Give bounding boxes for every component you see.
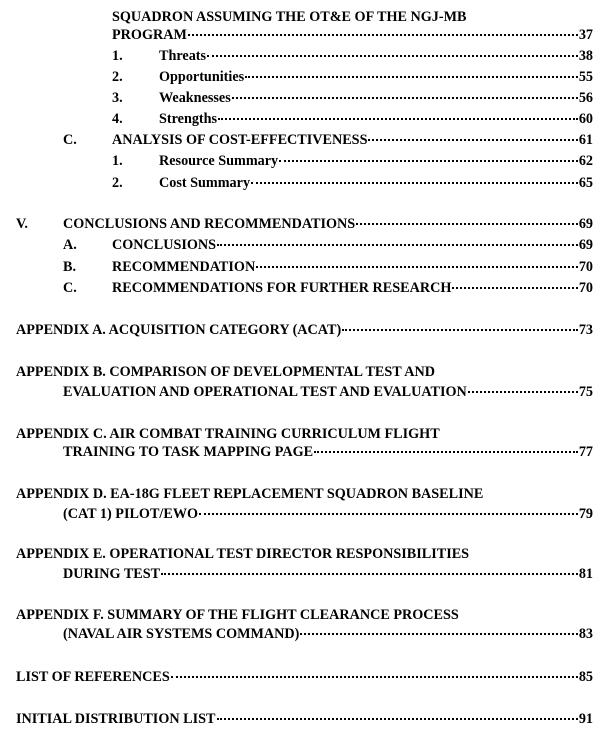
dot-leader [452, 286, 577, 289]
toc-entry-title: APPENDIX C. AIR COMBAT TRAINING CURRICULUM FLIGHT [16, 426, 440, 442]
toc-page-number: 38 [578, 48, 593, 64]
dot-leader [161, 572, 578, 575]
toc-entry-title: INITIAL DISTRIBUTION LIST [16, 711, 216, 727]
toc-page-number: 55 [578, 69, 593, 85]
toc-page-number: 81 [578, 566, 593, 582]
toc-entry[interactable] [112, 279, 593, 297]
toc-entry-title: Opportunities [159, 69, 245, 85]
dot-leader [314, 450, 578, 453]
toc-entry-title: (CAT 1) PILOT/EWO [63, 506, 199, 522]
toc-entry[interactable] [63, 383, 593, 401]
toc-entry-title: APPENDIX B. COMPARISON OF DEVELOPMENTAL TEST AND [16, 364, 435, 380]
toc-page-number: 61 [578, 132, 593, 148]
dot-leader [368, 138, 577, 141]
toc-entry-title: APPENDIX F. SUMMARY OF THE FLIGHT CLEARANCE PROCESS [16, 607, 459, 623]
toc-page-number: 65 [578, 175, 593, 191]
toc-entry-title: Cost Summary [159, 175, 251, 191]
dot-leader [279, 159, 578, 162]
dot-leader [356, 222, 578, 225]
toc-entry-title: CONCLUSIONS [112, 237, 217, 253]
toc-entry [16, 485, 483, 503]
toc-entry [16, 545, 469, 563]
toc-entry[interactable] [159, 152, 593, 170]
toc-entry-number: 4. [112, 111, 123, 127]
toc-entry-title: DURING TEST [63, 566, 161, 582]
toc-entry-number: V. [16, 216, 28, 232]
dot-leader [207, 54, 578, 57]
toc-entry-number: 1. [112, 48, 123, 64]
toc-entry-title: Strengths [159, 111, 218, 127]
toc-entry-number: C. [63, 132, 77, 148]
toc-entry-title: Threats [159, 48, 207, 64]
toc-entry-number: B. [63, 259, 77, 275]
toc-entry[interactable] [63, 505, 593, 523]
toc-entry-title: APPENDIX E. OPERATIONAL TEST DIRECTOR RESPONSIBILITIES [16, 546, 470, 562]
toc-page-number: 85 [578, 669, 593, 685]
dot-leader [251, 181, 578, 184]
toc-entry-title: APPENDIX D. EA-18G FLEET REPLACEMENT SQUADRON BASELINE [16, 486, 484, 502]
dot-leader [342, 328, 578, 331]
toc-entry[interactable] [63, 565, 593, 583]
toc-page-number: 37 [578, 27, 593, 43]
toc-entry-title: Weaknesses [159, 90, 231, 106]
toc-page-number: 62 [578, 153, 593, 169]
toc-entry-title: ANALYSIS OF COST-EFFECTIVENESS [112, 132, 368, 148]
toc-entry-title: SQUADRON ASSUMING THE OT&E OF THE NGJ-MB [112, 9, 467, 25]
dot-leader [171, 675, 578, 678]
dot-leader [217, 717, 578, 720]
dot-leader [199, 512, 578, 515]
toc-page-number: 83 [578, 626, 593, 642]
toc-entry-title: APPENDIX A. ACQUISITION CATEGORY (ACAT) [16, 322, 342, 338]
toc-entry[interactable] [159, 47, 593, 65]
toc-entry-number: A. [63, 237, 77, 253]
toc-page-number: 69 [578, 216, 593, 232]
toc-entry[interactable] [16, 321, 593, 339]
toc-page-number: 60 [578, 111, 593, 127]
dot-leader [217, 243, 578, 246]
toc-page-number: 75 [578, 384, 593, 400]
toc-entry-number: 3. [112, 90, 123, 106]
toc-entry-title: RECOMMENDATIONS FOR FURTHER RESEARCH [112, 280, 452, 296]
toc-entry[interactable] [16, 668, 593, 686]
toc-entry[interactable] [63, 215, 593, 233]
toc-entry[interactable] [16, 710, 593, 728]
toc-page-number: 73 [578, 322, 593, 338]
dot-leader [245, 75, 578, 78]
toc-page-number: 70 [578, 259, 593, 275]
dot-leader [256, 265, 578, 268]
toc-entry [112, 8, 466, 26]
toc-entry-title: PROGRAM [112, 27, 187, 43]
toc-entry [16, 363, 435, 381]
toc-page-number: 79 [578, 506, 593, 522]
toc-entry-number: 1. [112, 153, 123, 169]
dot-leader [188, 33, 578, 36]
toc-entry[interactable] [63, 443, 593, 461]
toc-entry-title: CONCLUSIONS AND RECOMMENDATIONS [63, 216, 356, 232]
toc-entry-title: RECOMMENDATION [112, 259, 256, 275]
toc-entry-number: C. [63, 280, 77, 296]
toc-entry [16, 606, 459, 624]
toc-entry [16, 425, 440, 443]
toc-entry[interactable] [112, 236, 593, 254]
toc-entry[interactable] [63, 625, 593, 643]
toc-entry[interactable] [159, 68, 593, 86]
toc-entry[interactable] [112, 131, 593, 149]
toc-entry[interactable] [112, 26, 593, 44]
toc-entry-title: (NAVAL AIR SYSTEMS COMMAND) [63, 626, 300, 642]
toc-entry[interactable] [159, 110, 593, 128]
toc-entry[interactable] [159, 89, 593, 107]
toc-entry-number: 2. [112, 69, 123, 85]
toc-entry[interactable] [159, 174, 593, 192]
toc-entry-title: EVALUATION AND OPERATIONAL TEST AND EVALUATION [63, 384, 467, 400]
toc-page-number: 69 [578, 237, 593, 253]
toc-entry-title: LIST OF REFERENCES [16, 669, 170, 685]
dot-leader [218, 117, 578, 120]
toc-entry[interactable] [112, 258, 593, 276]
toc-page-number: 56 [578, 90, 593, 106]
toc-entry-number: 2. [112, 175, 123, 191]
toc-entry-title: TRAINING TO TASK MAPPING PAGE [63, 444, 314, 460]
toc-page-number: 91 [578, 711, 593, 727]
toc-page-number: 77 [578, 444, 593, 460]
dot-leader [300, 632, 577, 635]
dot-leader [232, 96, 578, 99]
toc-entry-title: Resource Summary [159, 153, 279, 169]
toc-page-number: 70 [578, 280, 593, 296]
dot-leader [468, 390, 578, 393]
